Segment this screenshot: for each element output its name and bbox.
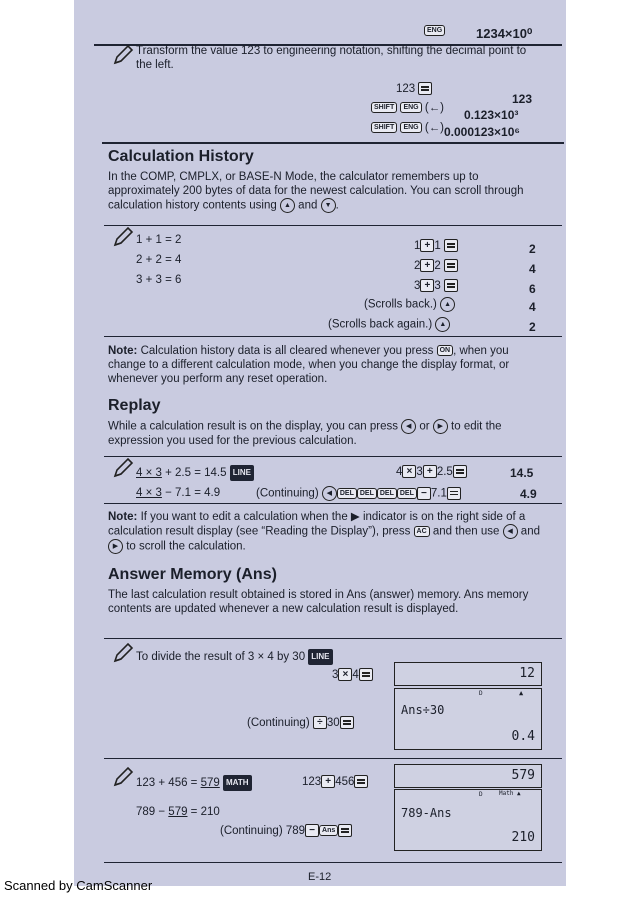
replay-ex1-keys: 4 × 3 + 2.5 bbox=[396, 465, 467, 479]
replay-ex1-result: 14.5 bbox=[510, 466, 534, 480]
replay-ex2-result: 4.9 bbox=[520, 487, 537, 501]
history-result-3: 6 bbox=[529, 282, 536, 296]
eng-step-2-result: 0.123×10³ bbox=[464, 108, 519, 122]
calc-history-text: In the COMP, CMPLX, or BASE-N Mode, the calculator remembers up to approximately 200 bytes of data for the newest calculation. You can scroll through calculation history contents using ▲ and ▼ . bbox=[108, 171, 524, 212]
eng-key-label: ENG bbox=[424, 25, 445, 36]
ans-ex1-continuing: (Continuing) ÷ 30 bbox=[247, 716, 354, 730]
ans-ex2-continuing: (Continuing) 789 − Ans bbox=[220, 824, 352, 838]
history-keys-3: 3 + 3 bbox=[414, 279, 458, 293]
page-number: E-12 bbox=[308, 871, 332, 883]
pencil-icon bbox=[112, 642, 134, 664]
ans-text: The last calculation result obtained is stored in Ans (answer) memory. Ans memory contents are updated whenever a new calculation result is displayed. bbox=[108, 589, 529, 615]
rule bbox=[102, 142, 564, 144]
ans-ex2-lcd-top: 579 bbox=[394, 764, 542, 788]
history-result-2: 4 bbox=[529, 262, 536, 276]
rule bbox=[104, 758, 562, 759]
history-note: Note: Calculation history data is all cleared whenever you press ON , when you change to a different calculation mode, when you change the display format, or whenever you perform any reset operation. bbox=[108, 345, 510, 385]
ans-ex1-lcd: D ▲ Ans÷30 0.4 bbox=[394, 688, 542, 750]
pencil-icon bbox=[112, 226, 134, 248]
eng-instruction: Transform the value 123 to engineering notation, shifting the decimal point to the left. bbox=[136, 45, 527, 71]
history-scroll-result-2: 2 bbox=[529, 320, 536, 334]
history-keys-1: 1 + 1 bbox=[414, 239, 458, 253]
rule bbox=[104, 225, 562, 226]
calc-history-title: Calculation History bbox=[108, 148, 254, 165]
pencil-icon bbox=[112, 457, 134, 479]
manual-page bbox=[74, 0, 566, 886]
eng-step-1-result: 123 bbox=[512, 92, 533, 106]
history-example-2: 2 + 2 = 4 bbox=[136, 254, 182, 266]
pencil-icon bbox=[112, 766, 134, 788]
ans-ex2-eq2: 789 − 579 = 210 bbox=[136, 806, 220, 818]
replay-text: While a calculation result is on the display, you can press ◀ or ▶ to edit the expression you used for the previous calculation. bbox=[108, 420, 502, 447]
rule bbox=[104, 638, 562, 639]
ans-ex1-keys: 3 × 4 bbox=[332, 668, 373, 682]
down-arrow-icon: ▼ bbox=[321, 198, 336, 213]
up-arrow-icon: ▲ bbox=[280, 198, 295, 213]
eng-step-1-keys: 123 bbox=[396, 82, 432, 96]
rule bbox=[104, 336, 562, 337]
rule bbox=[104, 862, 562, 863]
history-scroll-1: (Scrolls back.) ▲ bbox=[364, 297, 455, 312]
history-scroll-result-1: 4 bbox=[529, 300, 536, 314]
ans-ex1-lcd-top: 12 bbox=[394, 662, 542, 686]
ans-ex2-eq1: 123 + 456 = 579 MATH bbox=[136, 775, 252, 791]
header-display: 1234×10⁰ bbox=[476, 26, 533, 41]
replay-ex1: 4 × 3 + 2.5 = 14.5 LINE bbox=[136, 465, 254, 481]
history-example-1: 1 + 1 = 2 bbox=[136, 234, 182, 246]
replay-ex2: 4 × 3 − 7.1 = 4.9 bbox=[136, 487, 221, 499]
replay-title: Replay bbox=[108, 397, 161, 414]
ans-ex2-lcd: D Math ▲ 789-Ans 210 bbox=[394, 789, 542, 851]
ans-ex1-instruction: To divide the result of 3 × 4 by 30 LINE bbox=[136, 649, 333, 665]
eng-step-2-keys: SHIFT ENG (←) bbox=[371, 101, 444, 115]
ans-ex2-keys: 123 + 456 bbox=[302, 775, 368, 789]
eng-step-3-keys: SHIFT ENG (←) bbox=[371, 121, 444, 135]
eng-step-3-result: 0.000123×10⁶ bbox=[444, 125, 520, 139]
history-keys-2: 2 + 2 bbox=[414, 259, 458, 273]
ans-title: Answer Memory (Ans) bbox=[108, 566, 277, 583]
history-scroll-2: (Scrolls back again.) ▲ bbox=[328, 317, 450, 332]
replay-ex2-keys: (Continuing) ◀ DEL DEL DEL DEL − 7.1 bbox=[256, 486, 461, 501]
rule bbox=[104, 456, 562, 457]
rule bbox=[104, 503, 562, 504]
history-result-1: 2 bbox=[529, 242, 536, 256]
equals-key-icon bbox=[418, 82, 432, 95]
history-example-3: 3 + 3 = 6 bbox=[136, 274, 182, 286]
scanner-watermark: Scanned by CamScanner bbox=[4, 878, 153, 893]
replay-note: Note: If you want to edit a calculation when the ▶ indicator is on the right side of a calculation result display (see “Reading the Display”), press AC and then use ◀ and ▶ to scroll the calculation. bbox=[108, 511, 540, 553]
pencil-icon bbox=[112, 44, 134, 66]
